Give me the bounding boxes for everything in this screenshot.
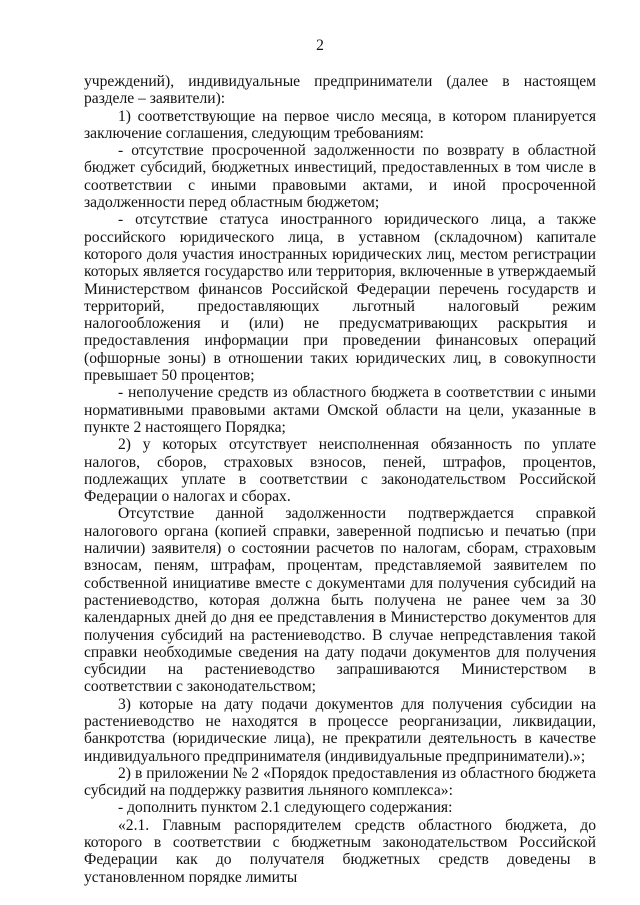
paragraph-item-2: 2) у которых отсутствует неисполненная обязанность по уплате налогов, сборов, страховых взносов, пеней, штрафов, процентов, подлежащих уплате в соответствии с законодательством Российской Федерации о налогах и сборах.: [84, 436, 596, 506]
paragraph-add-clause: - дополнить пунктом 2.1 следующего содержания:: [118, 799, 453, 817]
document-body: [84, 73, 596, 886]
paragraph-item-3: 3) которые на дату подачи документов для получения субсидии на растениеводство не находятся в процессе реорганизации, ликвидации, банкротства (юридические лица), не прекратили деятельность в качестве индивидуального предпринимателя (индивидуальные предприниматели).»;: [84, 695, 596, 765]
page-number: 2: [316, 37, 324, 54]
paragraph-clause-2-1: «2.1. Главным распорядителем средств областного бюджета, до которого в соответствии с бюджетным законодательством Российской Федерации как до получателя бюджетных средств доведены в установленном порядке лимиты: [84, 816, 596, 886]
paragraph-item-1: 1) соответствующие на первое число месяца, в котором планируется заключение соглашения, следующим требованиям:: [84, 107, 596, 142]
paragraph-appendix-2: 2) в приложении № 2 «Порядок предоставления из областного бюджета субсидий на поддержку развития льняного комплекса»:: [84, 764, 596, 800]
paragraph-continuation: учреждений), индивидуальные предприниматели (далее в настоящем разделе – заявители):: [84, 73, 596, 108]
paragraph-tax-certificate: Отсутствие данной задолженности подтверждается справкой налогового органа (копией справки, заверенной подписью и печатью (при наличии) заявителя) о состоянии расчетов по налогам, сборам, страховым взносам, пеням, штрафам, процентам, представляемой заявителем по собственной инициативе вместе с документами для получения субсидий на растениеводство, которая должна быть получена не ранее чем за 30 календарных дней до дня ее представления в Министерство документов для получения субсидий на растениеводство. В случае непредставления такой справки необходимые сведения на дату подачи документов для получения субсидии на растениеводство запрашиваются Министерством в соответствии с законодательством;: [84, 505, 596, 696]
paragraph-requirement-debt: - отсутствие просроченной задолженности по возврату в областной бюджет субсидий, бюджетных инвестиций, предоставленных в том числе в соответствии с иными правовыми актами, и иной просроченной задолженности перед областным бюджетом;: [84, 142, 596, 212]
paragraph-requirement-no-funds: - неполучение средств из областного бюджета в соответствии с иными нормативными правовыми актами Омской области на цели, указанные в пункте 2 настоящего Порядка;: [84, 384, 596, 436]
paragraph-requirement-foreign-status: - отсутствие статуса иностранного юридического лица, а также российского юридического лица, в уставном (складочном) капитале которого доля участия иностранных юридических лиц, местом регистрации которых является государство или территория, включенные в утверждаемый Министерством финансов Российской Федерации перечень государств и территорий, предоставляющих льготный налоговый режим налогообложения и (или) не предусматривающих раскрытия и предоставления информации при проведении финансовых операций (офшорные зоны) в отношении таких юридических лиц, в совокупности превышает 50 процентов;: [84, 211, 596, 385]
